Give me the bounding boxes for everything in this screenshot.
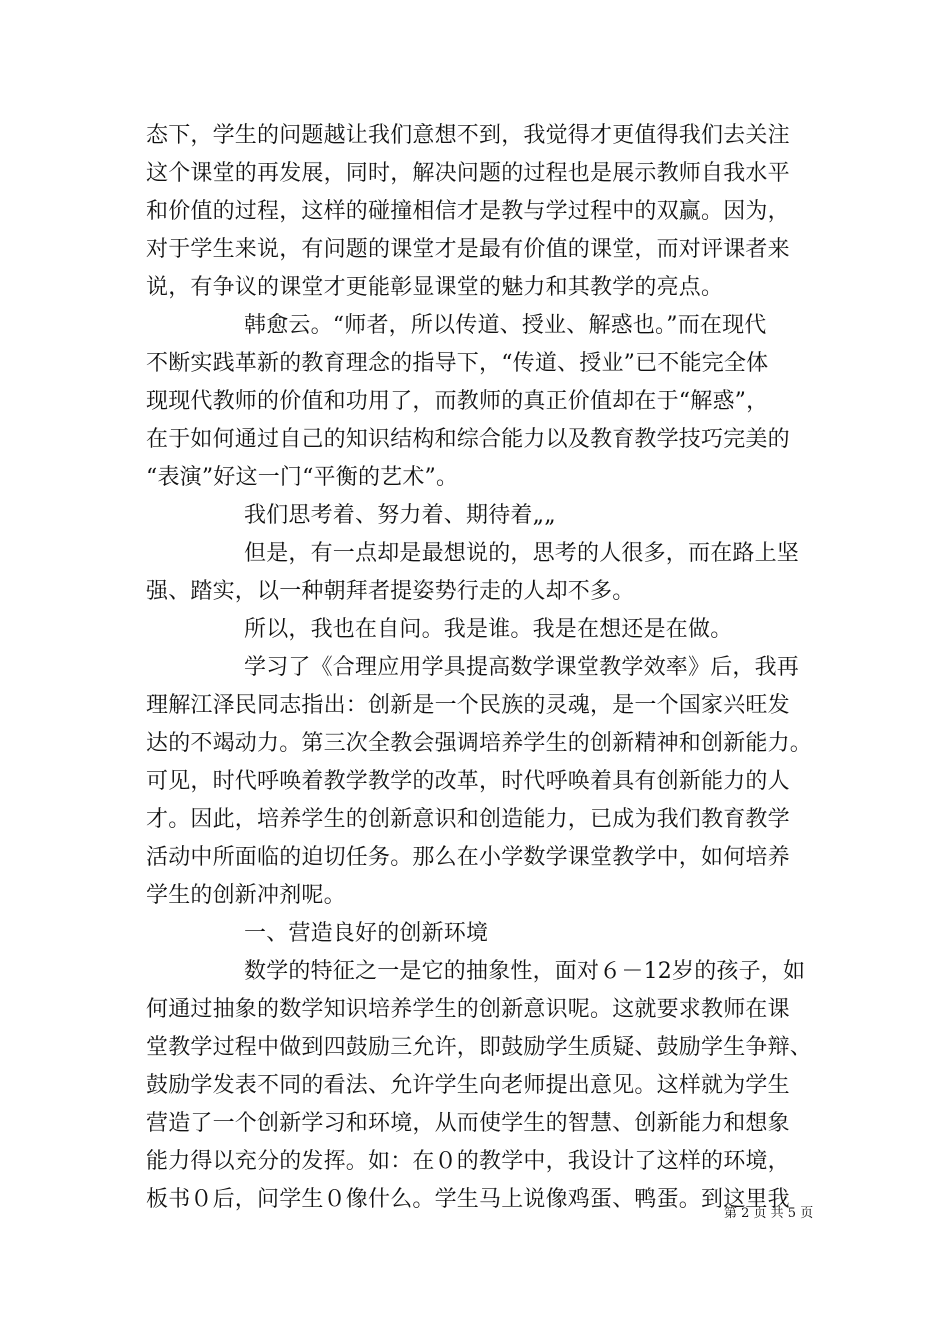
text-line: 活动中所面临的迫切任务。那么在小学数学课堂教学中，如何培养 — [146, 845, 790, 870]
text-line: 这个课堂的再发展，同时，解决问题的过程也是展示教师自我水平 — [146, 161, 790, 186]
text-line: 可见，时代呼唤着教学教学的改革，时代呼唤着具有创新能力的人 — [146, 769, 790, 794]
text-line: 能力得以充分的发挥。如：在０的教学中，我设计了这样的环境， — [146, 1149, 790, 1174]
text-line: 在于如何通过自己的知识结构和综合能力以及教育教学技巧完美的 — [146, 427, 790, 452]
text-line: 现现代教师的价值和功用了，而教师的真正价值却在于“解惑”， — [146, 389, 769, 414]
text-line: 韩愈云。“师者，所以传道、授业、解惑也。”而在现代 — [244, 313, 767, 338]
text-line: 不断实践革新的教育理念的指导下，“传道、授业”已不能完全体 — [146, 351, 769, 376]
text-line: 说，有争议的课堂才更能彰显课堂的魅力和其教学的亮点。 — [146, 275, 724, 300]
text-line: 但是，有一点却是最想说的，思考的人很多，而在路上坚 — [244, 541, 800, 566]
text-line: 对于学生来说，有问题的课堂才是最有价值的课堂，而对评课者来 — [146, 237, 790, 262]
text-line: 营造了一个创新学习和环境，从而使学生的智慧、创新能力和想象 — [146, 1111, 790, 1136]
text-line: 强、踏实，以一种朝拜者提姿势行走的人却不多。 — [146, 579, 635, 604]
text-line: 堂教学过程中做到四鼓励三允许，即鼓励学生质疑、鼓励学生争辩、 — [146, 1035, 813, 1060]
text-line: 数学的特征之一是它的抽象性，面对６－12岁的孩子，如 — [244, 959, 806, 984]
text-line: 鼓励学发表不同的看法、允许学生向老师提出意见。这样就为学生 — [146, 1073, 790, 1098]
text-line: 才。因此，培养学生的创新意识和创造能力，已成为我们教育教学 — [146, 807, 790, 832]
text-line: 所以，我也在自问。我是谁。我是在想还是在做。 — [244, 617, 733, 642]
text-line: “表演”好这一门“平衡的艺术”。 — [146, 465, 459, 490]
text-line: 理解江泽民同志指出：创新是一个民族的灵魂，是一个国家兴旺发 — [146, 693, 790, 718]
text-line: 板书０后，问学生０像什么。学生马上说像鸡蛋、鸭蛋。到这里我 — [146, 1187, 790, 1212]
text-line: 我们思考着、努力着、期待着„„ — [244, 503, 556, 528]
text-line: 何通过抽象的数学知识培养学生的创新意识呢。这就要求教师在课 — [146, 997, 790, 1022]
page-number: 第 2 页 共 5 页 — [724, 1206, 814, 1221]
text-line: 学生的创新冲剂呢。 — [146, 883, 346, 908]
text-line: 态下，学生的问题越让我们意想不到，我觉得才更值得我们去关注 — [146, 123, 790, 148]
text-line: 和价值的过程，这样的碰撞相信才是教与学过程中的双赢。因为， — [146, 199, 790, 224]
section-heading: 一、营造良好的创新环境 — [244, 921, 489, 946]
text-line: 学习了《合理应用学具提高数学课堂教学效率》后，我再 — [244, 655, 800, 680]
text-line: 达的不竭动力。第三次全教会强调培养学生的创新精神和创新能力。 — [146, 731, 813, 756]
